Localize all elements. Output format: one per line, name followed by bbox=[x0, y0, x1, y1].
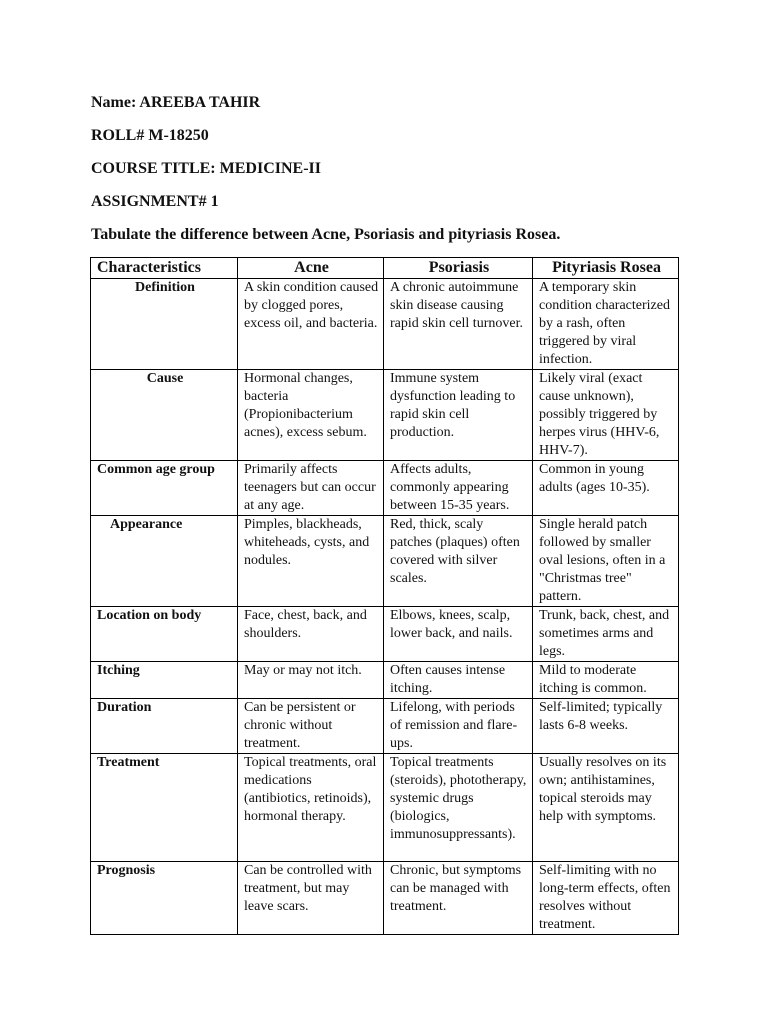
column-header-psoriasis: Psoriasis bbox=[384, 258, 533, 279]
row-label-common-age-group: Common age group bbox=[91, 461, 238, 516]
row-label-location-on-body: Location on body bbox=[91, 607, 238, 662]
column-header-pityriasis-rosea: Pityriasis Rosea bbox=[533, 258, 679, 279]
cell-acne: Topical treatments, oral medications (antibiotics, retinoids), hormonal therapy. bbox=[238, 754, 384, 862]
roll-number: ROLL# M-18250 bbox=[91, 127, 209, 144]
cell-acne: A skin condition caused by clogged pores, excess oil, and bacteria. bbox=[238, 279, 384, 370]
cell-pityriasis-rosea: Likely viral (exact cause unknown), possibly triggered by herpes virus (HHV-6, HHV-7). bbox=[533, 370, 679, 461]
row-label-cause: Cause bbox=[91, 370, 238, 461]
table-row bbox=[91, 370, 679, 461]
cell-pityriasis-rosea: A temporary skin condition characterized by a rash, often triggered by viral infection. bbox=[533, 279, 679, 370]
cell-pityriasis-rosea: Self-limiting with no long-term effects, often resolves without treatment. bbox=[533, 862, 679, 935]
row-label-appearance: Appearance bbox=[91, 516, 238, 607]
cell-pityriasis-rosea: Common in young adults (ages 10-35). bbox=[533, 461, 679, 516]
cell-psoriasis: Affects adults, commonly appearing between 15-35 years. bbox=[384, 461, 533, 516]
course-title: COURSE TITLE: MEDICINE-II bbox=[91, 160, 321, 177]
row-label-definition: Definition bbox=[91, 279, 238, 370]
cell-pityriasis-rosea: Trunk, back, chest, and sometimes arms and legs. bbox=[533, 607, 679, 662]
cell-acne: Primarily affects teenagers but can occur at any age. bbox=[238, 461, 384, 516]
cell-pityriasis-rosea: Usually resolves on its own; antihistamines, topical steroids may help with symptoms. bbox=[533, 754, 679, 862]
table-row bbox=[91, 699, 679, 754]
cell-acne: Can be controlled with treatment, but may leave scars. bbox=[238, 862, 384, 935]
cell-psoriasis: Immune system dysfunction leading to rapid skin cell production. bbox=[384, 370, 533, 461]
assignment-number: ASSIGNMENT# 1 bbox=[91, 193, 219, 210]
cell-acne: May or may not itch. bbox=[238, 662, 384, 699]
table-row bbox=[91, 607, 679, 662]
cell-psoriasis: Red, thick, scaly patches (plaques) often covered with silver scales. bbox=[384, 516, 533, 607]
cell-acne: Can be persistent or chronic without treatment. bbox=[238, 699, 384, 754]
comparison-table bbox=[90, 257, 679, 935]
table-row bbox=[91, 461, 679, 516]
question-heading: Tabulate the difference between Acne, Psoriasis and pityriasis Rosea. bbox=[91, 226, 561, 243]
table-row bbox=[91, 862, 679, 935]
cell-acne: Face, chest, back, and shoulders. bbox=[238, 607, 384, 662]
table-row bbox=[91, 662, 679, 699]
table-header-row bbox=[91, 258, 679, 279]
cell-pityriasis-rosea: Mild to moderate itching is common. bbox=[533, 662, 679, 699]
student-name: Name: AREEBA TAHIR bbox=[91, 94, 261, 111]
cell-pityriasis-rosea: Single herald patch followed by smaller oval lesions, often in a "Christmas tree" pattern. bbox=[533, 516, 679, 607]
table-row bbox=[91, 754, 679, 862]
cell-pityriasis-rosea: Self-limited; typically lasts 6-8 weeks. bbox=[533, 699, 679, 754]
row-label-treatment: Treatment bbox=[91, 754, 238, 862]
row-label-duration: Duration bbox=[91, 699, 238, 754]
column-header-characteristics: Characteristics bbox=[91, 258, 238, 279]
row-label-prognosis: Prognosis bbox=[91, 862, 238, 935]
cell-psoriasis: Chronic, but symptoms can be managed with treatment. bbox=[384, 862, 533, 935]
cell-acne: Hormonal changes, bacteria (Propionibacterium acnes), excess sebum. bbox=[238, 370, 384, 461]
cell-psoriasis: A chronic autoimmune skin disease causing rapid skin cell turnover. bbox=[384, 279, 533, 370]
cell-psoriasis: Topical treatments (steroids), phototherapy, systemic drugs (biologics, immunosuppressants). bbox=[384, 754, 533, 862]
cell-psoriasis: Lifelong, with periods of remission and flare-ups. bbox=[384, 699, 533, 754]
table-row bbox=[91, 516, 679, 607]
table-row bbox=[91, 279, 679, 370]
cell-psoriasis: Elbows, knees, scalp, lower back, and nails. bbox=[384, 607, 533, 662]
column-header-acne: Acne bbox=[238, 258, 384, 279]
cell-psoriasis: Often causes intense itching. bbox=[384, 662, 533, 699]
row-label-itching: Itching bbox=[91, 662, 238, 699]
cell-acne: Pimples, blackheads, whiteheads, cysts, and nodules. bbox=[238, 516, 384, 607]
